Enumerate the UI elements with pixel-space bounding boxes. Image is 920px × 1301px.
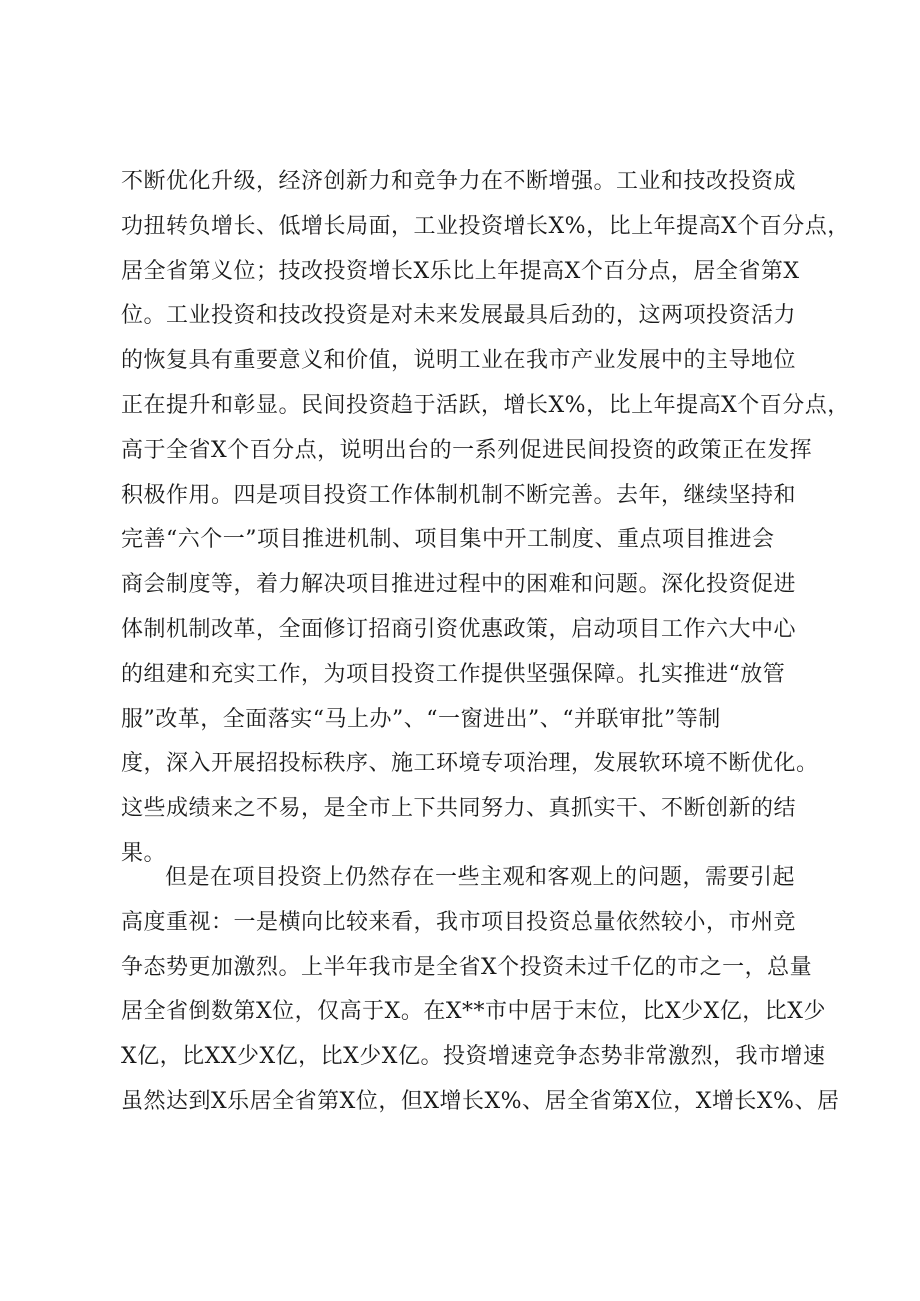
text-line: 争态势更加激烈。上半年我市是全省X个投资未过千亿的市之一，总量	[121, 954, 813, 980]
text-line: 功扭转负增长、低增长局面，工业投资增长X%，比上年提高X个百分点，	[121, 213, 850, 239]
text-line: 完善“六个一”项目推进机制、项目集中开工制度、重点项目推进会	[121, 527, 775, 553]
paragraph-2	[121, 856, 840, 1125]
text-line: 虽然达到X乐居全省第X位，但X增长X%、居全省第X位，X增长X%、居	[121, 1088, 840, 1114]
text-line: 但是在项目投资上仍然存在一些主观和客观上的问题，需要引起	[165, 865, 796, 890]
text-line: 度，深入开展招投标秩序、施工环境专项治理，发展软环境不断优化。	[121, 751, 819, 777]
text-line: 积极作用。四是项目投资工作体制机制不断完善。去年，继续坚持和	[121, 482, 797, 508]
text-line: 的组建和充实工作，为项目投资工作提供坚强保障。扎实推进“放管	[121, 661, 786, 687]
text-line: 位。工业投资和技改投资是对未来发展最具后劲的，这两项投资活力	[121, 303, 797, 329]
text-line: 服”改革，全面落实“马上办”、“一窗进出”、“并联审批”等制	[121, 706, 721, 732]
text-line: X亿，比XX少X亿，比X少X亿。投资增速竞争态势非常激烈，我市增速	[121, 1044, 826, 1070]
text-line: 商会制度等，着力解决项目推进过程中的困难和问题。深化投资促进	[121, 572, 797, 598]
text-line: 居全省第义位；技改投资增长X乐比上年提高X个百分点，居全省第X	[121, 258, 800, 284]
text-line: 居全省倒数第X位，仅高于X。在X**市中居于末位，比X少X亿，比X少	[121, 999, 826, 1025]
text-line: 正在提升和彰显。民间投资趋于活跃，增长X%，比上年提高X个百分点，	[121, 392, 850, 418]
text-line: 这些成绩来之不易，是全市上下共同努力、真抓实干、不断创新的结	[121, 796, 797, 822]
text-line: 果。	[121, 840, 167, 866]
paragraph-1	[121, 160, 850, 877]
text-line: 不断优化升级，经济创新力和竞争力在不断增强。工业和技改投资成	[121, 169, 797, 194]
text-line: 高于全省X个百分点，说明出台的一系列促进民间投资的政策正在发挥	[121, 437, 813, 463]
text-line: 体制机制改革，全面修订招商引资优惠政策，启动项目工作六大中心	[121, 616, 797, 642]
text-line: 高度重视：一是横向比较来看，我市项目投资总量依然较小，市州竞	[121, 909, 797, 935]
text-line: 的恢复具有重要意义和价值，说明工业在我市产业发展中的主导地位	[121, 348, 797, 374]
